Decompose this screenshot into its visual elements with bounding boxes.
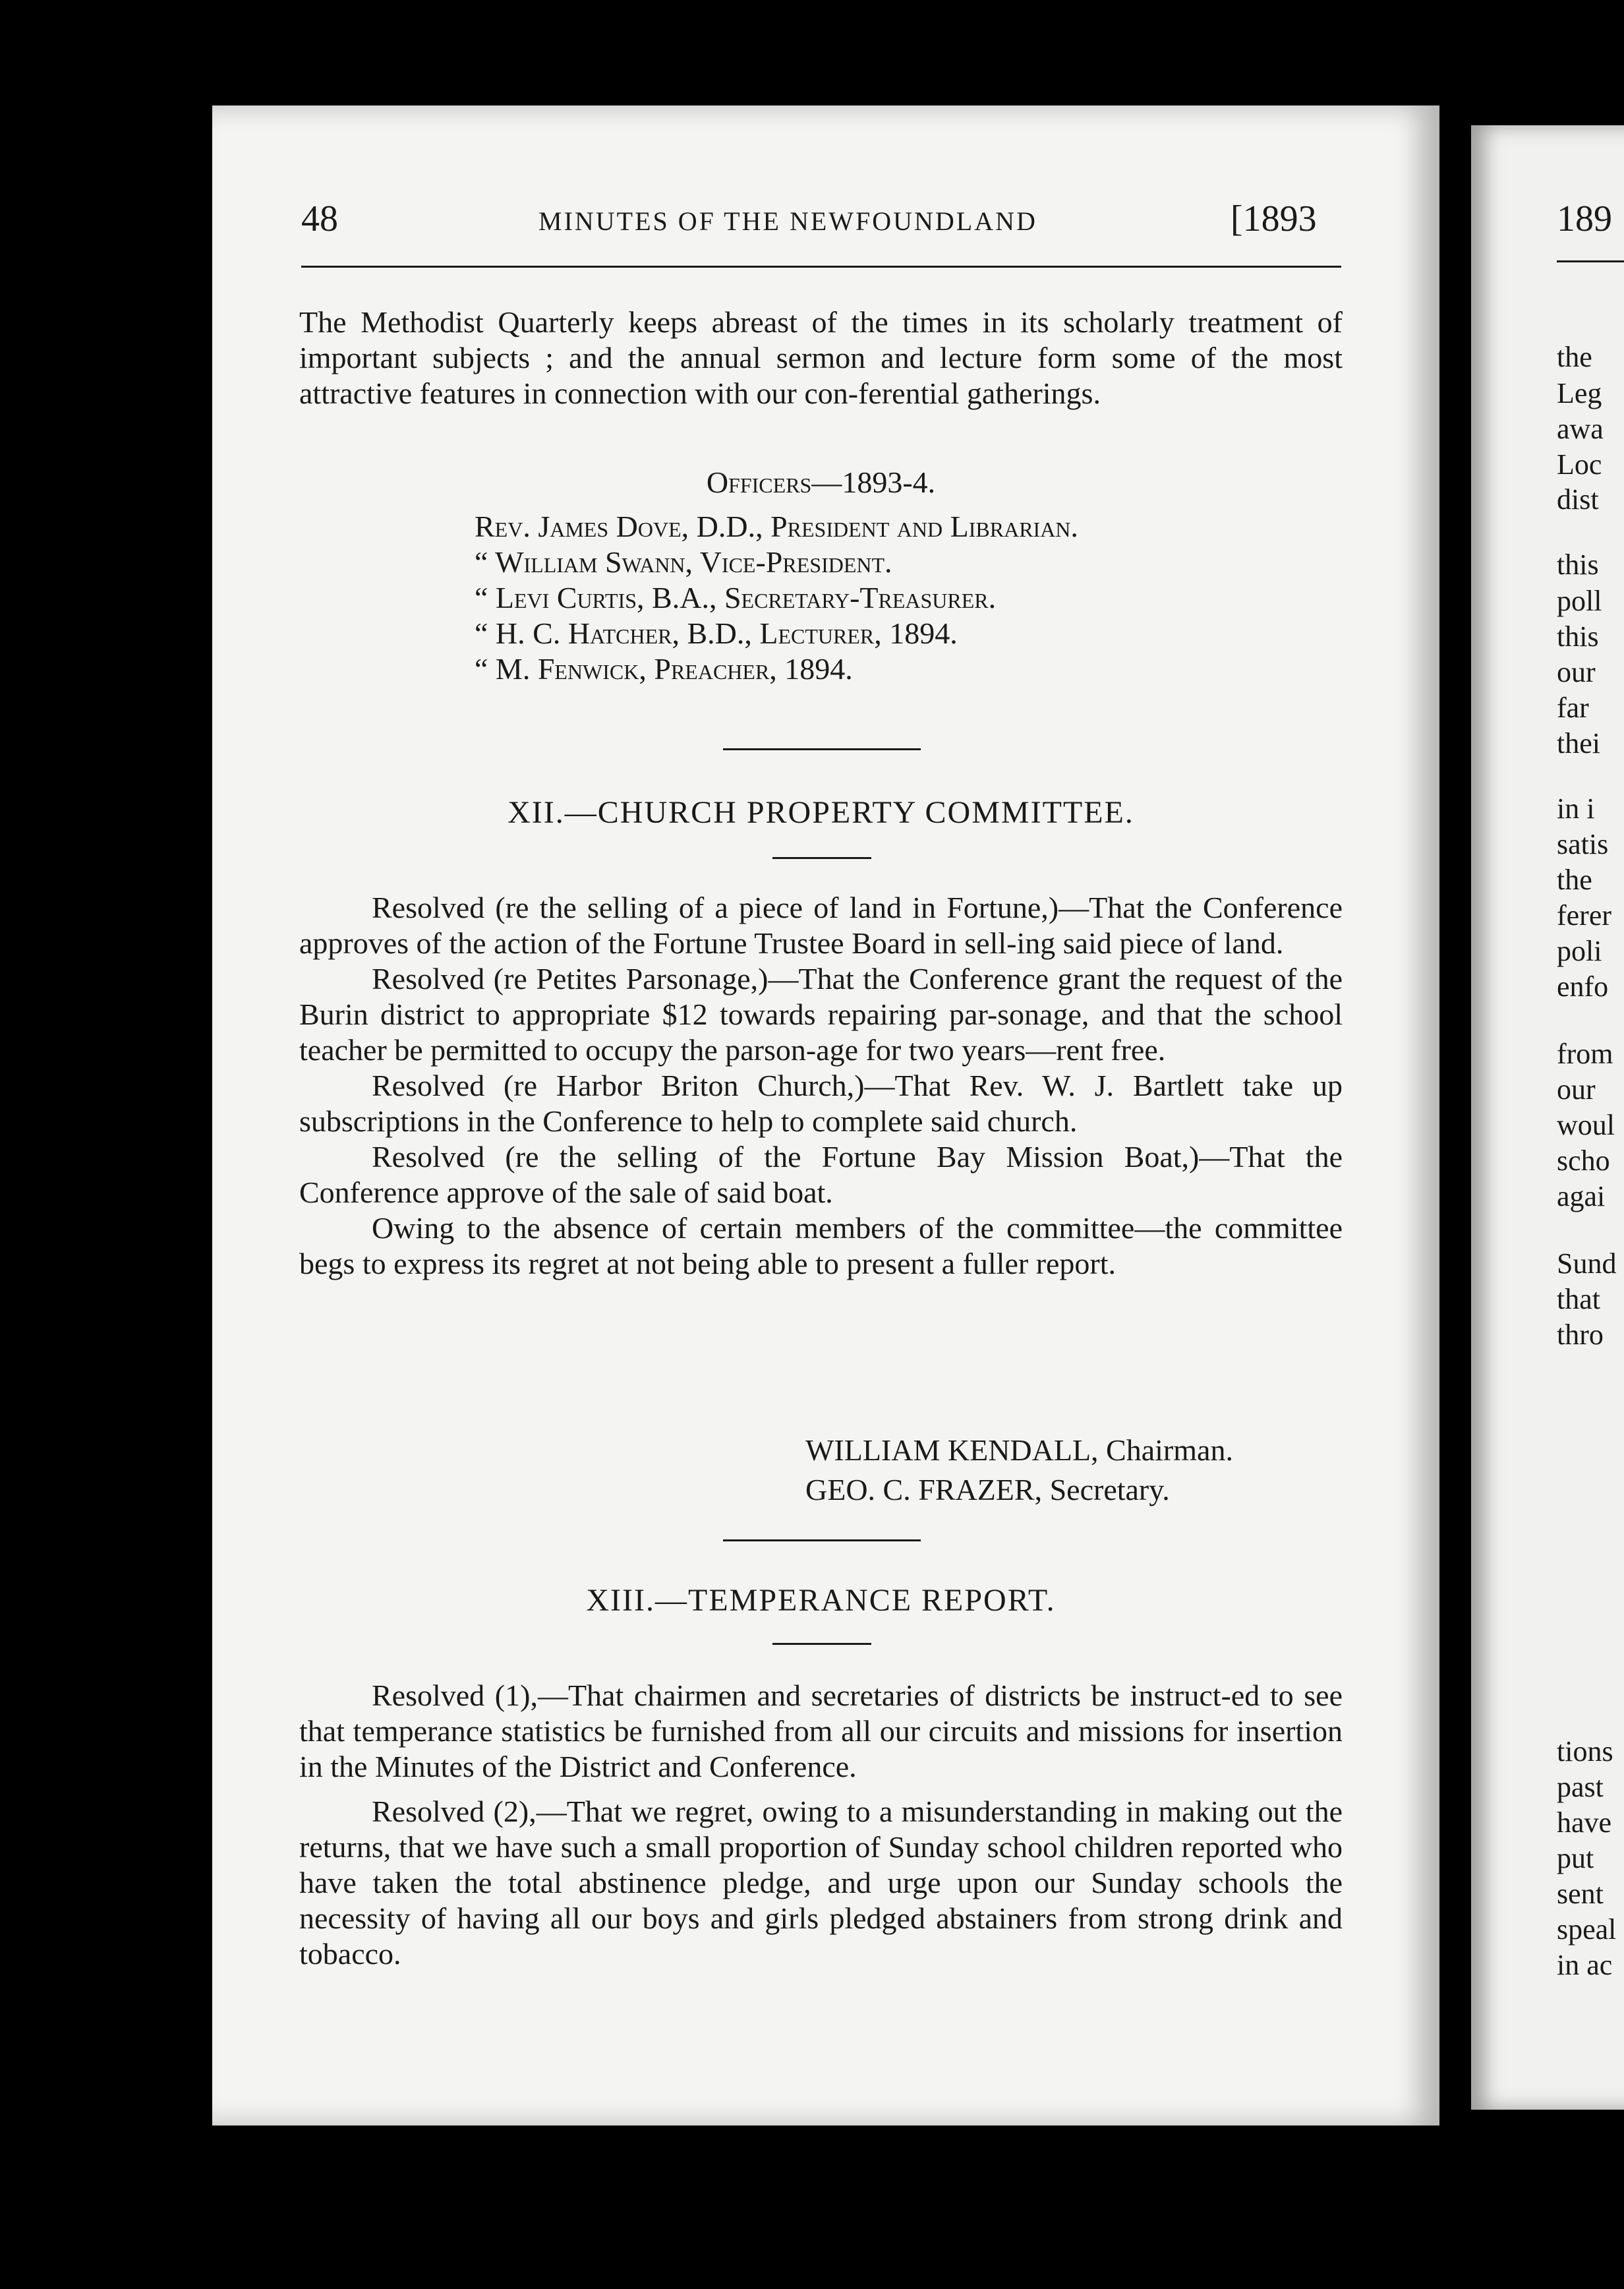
facing-page-fragment: agai xyxy=(1557,1180,1606,1212)
intro-paragraph xyxy=(299,305,1343,411)
section-divider xyxy=(723,1539,921,1541)
officer-line: “ M. Fenwick, Preacher, 1894. xyxy=(475,652,853,686)
section-xiii-body xyxy=(299,1678,1343,1972)
facing-page-fragment: Sund xyxy=(1557,1247,1617,1280)
facing-page-fragment: far xyxy=(1557,692,1589,724)
facing-page-fragment: from xyxy=(1557,1038,1613,1070)
facing-page-fragment: awa xyxy=(1557,413,1604,445)
facing-page-fragment: in ac xyxy=(1557,1949,1613,1981)
resolution-paragraph: Resolved (re Petites Parsonage,)—That the Conference grant the request of the Burin district to appropriate $12 towards repairing par-sonage, and that the school teacher be permitted to occupy the parson-age for two years—rent free. xyxy=(299,962,1343,1067)
facing-page-fragment: satis xyxy=(1557,828,1609,860)
book-page-right xyxy=(1471,125,1624,2110)
facing-page-fragment: this xyxy=(1557,620,1599,653)
resolution-paragraph: Resolved (re the selling of the Fortune Bay Mission Boat,)—That the Conference approve of the sale of said boat. xyxy=(299,1140,1343,1209)
facing-page-fragment: dist xyxy=(1557,483,1599,516)
officer-line: “ H. C. Hatcher, B.D., Lecturer, 1894. xyxy=(475,616,958,650)
facing-page-fragment: that xyxy=(1557,1283,1600,1315)
intro-text: The Methodist Quarterly keeps abreast of the times in its scholarly treatment of important subjects ; and the annual sermon and lecture form some of the most attractive features in connection with our con-ferential gatherings. xyxy=(299,305,1343,410)
facing-page-fragment: thro xyxy=(1557,1319,1604,1351)
section-divider xyxy=(723,748,921,750)
resolution-paragraph: Resolved (re Harbor Briton Church,)—That Rev. W. J. Bartlett take up subscriptions in the Conference to help to complete said church. xyxy=(299,1069,1343,1138)
section-xii-heading: XII.—CHURCH PROPERTY COMMITTEE. xyxy=(508,795,1134,830)
facing-page-fragment: this xyxy=(1557,549,1599,581)
facing-page-fragment: the xyxy=(1557,341,1592,373)
facing-page-fragment: sent xyxy=(1557,1878,1604,1910)
officer-line: “ Levi Curtis, B.A., Secretary-Treasurer. xyxy=(475,581,997,614)
book-page-left xyxy=(212,105,1439,2126)
running-year: [1893 xyxy=(1231,198,1317,239)
officer-line: “ William Swann, Vice-President. xyxy=(475,545,892,579)
facing-header-rule xyxy=(1557,260,1624,262)
facing-page-fragment: ferer xyxy=(1557,899,1612,932)
facing-page-fragment: thei xyxy=(1557,727,1600,759)
officer-line: Rev. James Dove, D.D., President and Librarian. xyxy=(475,510,1078,543)
facing-page-fragment: Loc xyxy=(1557,448,1602,481)
officers-list xyxy=(475,509,1078,687)
facing-page-fragment: poll xyxy=(1557,585,1602,617)
signature-chairman: WILLIAM KENDALL, Chairman. xyxy=(805,1433,1233,1467)
officers-heading: Officers—1893-4. xyxy=(706,465,936,499)
header-rule xyxy=(301,266,1341,268)
section-xii-body xyxy=(299,890,1343,1282)
facing-page-fragment: have xyxy=(1557,1806,1612,1839)
facing-page-fragment: tions xyxy=(1557,1735,1613,1768)
resolution-paragraph: Resolved (1),—That chairmen and secretaries of districts be instruct-ed to see that temperance statistics be furnished from all our circuits and missions for insertion in the Minutes of the District and Conference. xyxy=(299,1679,1343,1783)
facing-page-fragment: put xyxy=(1557,1842,1594,1874)
heading-underline xyxy=(772,857,871,859)
facing-page-fragment: enfo xyxy=(1557,970,1609,1003)
note-paragraph: Owing to the absence of certain members of the committee—the committee begs to express its regret at not being able to present a fuller report. xyxy=(299,1211,1343,1280)
facing-page-fragment: in i xyxy=(1557,792,1595,825)
facing-page-fragment: speal xyxy=(1557,1913,1617,1946)
section-xiii-heading: XIII.—TEMPERANCE REPORT. xyxy=(586,1583,1056,1618)
resolution-paragraph: Resolved (re the selling of a piece of land in Fortune,)—That the Conference approves of the action of the Fortune Trustee Board in sell-ing said piece of land. xyxy=(299,891,1343,960)
signature-secretary: GEO. C. FRAZER, Secretary. xyxy=(805,1473,1170,1506)
page-number: 48 xyxy=(301,198,338,239)
facing-page-number: 189 xyxy=(1557,198,1612,239)
facing-page-fragment: our xyxy=(1557,1073,1596,1106)
facing-page-fragment: woul xyxy=(1557,1109,1615,1141)
facing-page-fragment: Leg xyxy=(1557,377,1602,409)
heading-underline xyxy=(772,1643,871,1645)
facing-page-fragment: past xyxy=(1557,1771,1604,1803)
facing-page-fragment: the xyxy=(1557,864,1592,896)
facing-page-fragment: poli xyxy=(1557,935,1602,967)
facing-page-fragment: our xyxy=(1557,656,1596,688)
resolution-paragraph: Resolved (2),—That we regret, owing to a misunderstanding in making out the returns, that we have such a small proportion of Sunday school children reported who have taken the total abstinence pledge, and urge upon our Sunday schools the necessity of having all our boys and girls pledged abstainers from strong drink and tobacco. xyxy=(299,1795,1343,1971)
running-title: MINUTES OF THE NEWFOUNDLAND xyxy=(538,206,1037,236)
facing-page-fragment: scho xyxy=(1557,1144,1610,1177)
